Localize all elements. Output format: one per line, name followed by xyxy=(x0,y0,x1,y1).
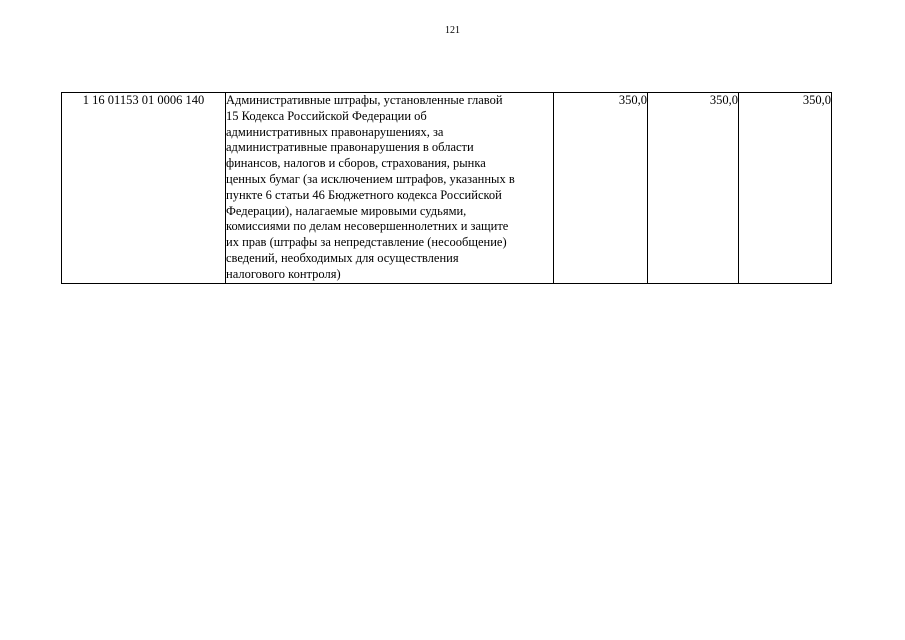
amount-year-2: 350,0 xyxy=(648,93,739,284)
description-line: административных правонарушениях, за xyxy=(226,124,444,139)
description-line: административные правонарушения в области xyxy=(226,140,474,155)
description-line: их прав (штрафы за непредставление (несообщение) xyxy=(226,235,507,250)
description-line: 15 Кодекса Российской Федерации об xyxy=(226,108,427,123)
description-line: финансов, налогов и сборов, страхования, рынка xyxy=(226,156,486,171)
description-line: налогового контроля) xyxy=(226,266,341,281)
description-line: Административные штрафы, установленные главой xyxy=(226,93,503,107)
page-number: 121 xyxy=(445,25,460,36)
budget-classification-code: 1 16 01153 01 0006 140 xyxy=(62,93,226,284)
description-line: Федерации), налагаемые мировыми судьями, xyxy=(226,203,467,218)
amount-year-3: 350,0 xyxy=(739,93,832,284)
budget-revenue-table xyxy=(61,92,832,284)
description-line: ценных бумаг (за исключением штрафов, указанных в xyxy=(226,171,515,186)
description-line: сведений, необходимых для осуществления xyxy=(226,250,459,265)
table-row xyxy=(62,93,832,284)
description-line: пункте 6 статьи 46 Бюджетного кодекса Российской xyxy=(226,187,502,202)
description-line: комиссиями по делам несовершеннолетних и защите xyxy=(226,219,509,234)
amount-year-1: 350,0 xyxy=(554,93,648,284)
revenue-description xyxy=(226,93,554,284)
